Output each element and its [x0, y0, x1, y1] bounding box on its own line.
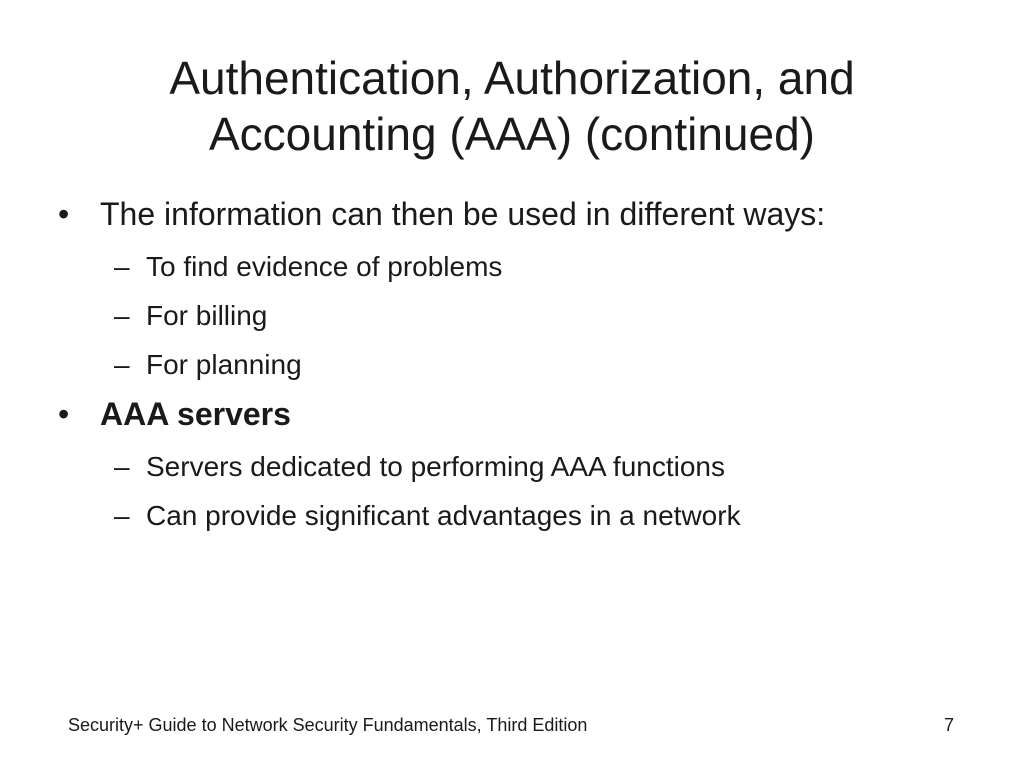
dash-marker: –: [114, 251, 130, 282]
sub-bullet-item: [58, 291, 978, 340]
sub-bullet-text: For billing: [146, 300, 268, 331]
slide-title: [40, 50, 984, 162]
dash-marker: –: [114, 349, 130, 380]
sub-bullet-text: To find evidence of problems: [146, 251, 503, 282]
bullet-item: [58, 392, 978, 436]
slide-title-line: Authentication, Authorization, and: [169, 52, 855, 104]
bullet-item: [58, 192, 978, 236]
sub-bullet-text: For planning: [146, 349, 302, 380]
sub-bullet-item: [58, 340, 978, 389]
bullet-marker: •: [58, 196, 70, 232]
slide-footer: Security+ Guide to Network Security Fundamentals, Third Edition: [68, 715, 588, 735]
sub-bullet-item: [58, 491, 978, 540]
bullet-text: The information can then be used in different ways:: [100, 196, 826, 232]
sub-bullet-item: [58, 442, 978, 491]
page-number: 7: [943, 715, 954, 735]
bullet-text: AAA servers: [100, 396, 291, 432]
dash-marker: –: [114, 451, 130, 482]
sub-bullet-text: Can provide significant advantages in a network: [146, 500, 741, 531]
slide-title-line: Accounting (AAA) (continued): [209, 108, 815, 160]
bullet-marker: •: [58, 396, 70, 432]
sub-bullet-item: [58, 242, 978, 291]
slide-body: [58, 192, 978, 540]
sub-bullet-text: Servers dedicated to performing AAA functions: [146, 451, 725, 482]
dash-marker: –: [114, 300, 130, 331]
dash-marker: –: [114, 500, 130, 531]
